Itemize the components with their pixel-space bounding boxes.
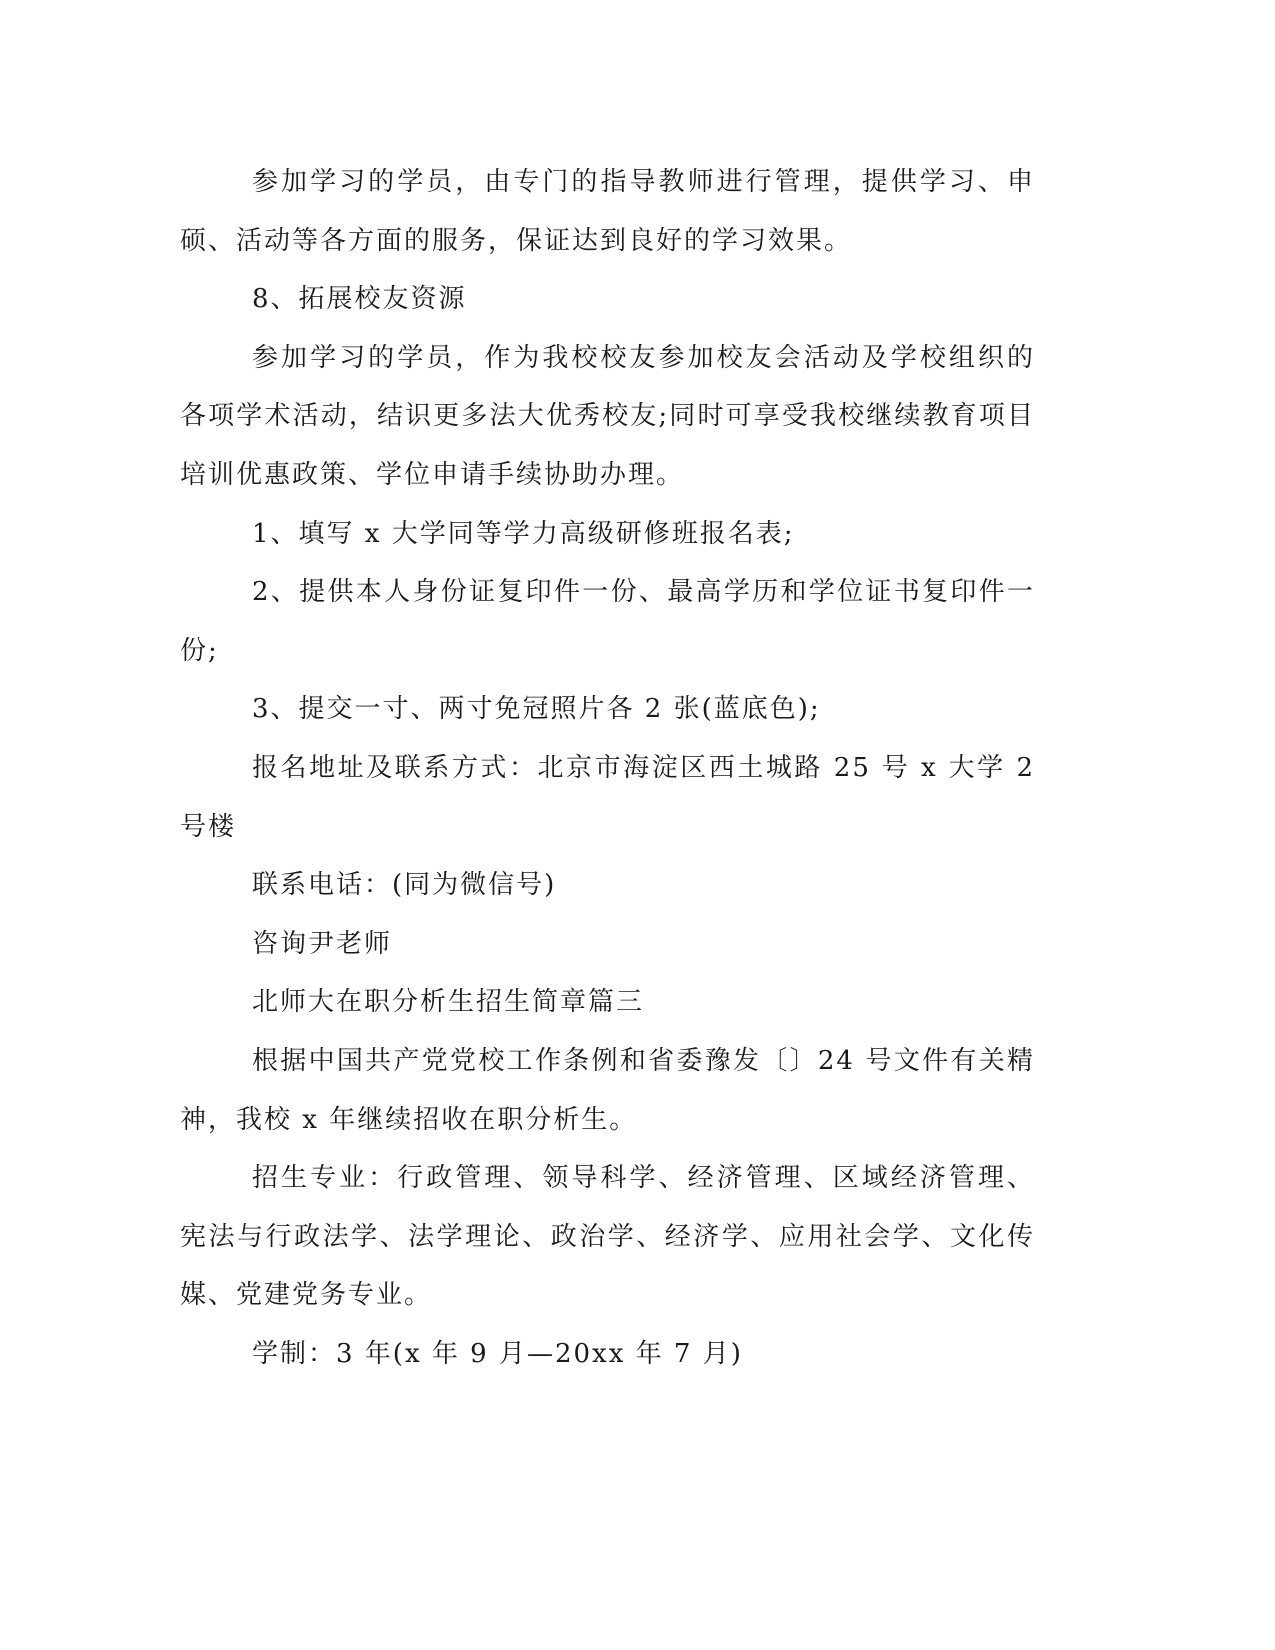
paragraph-duration: 学制：3 年(x 年 9 月—20xx 年 7 月): [252, 1338, 743, 1369]
list-item-photos: 3、提交一寸、两寸免冠照片各 2 张(蓝底色);: [252, 694, 821, 725]
paragraph-address: 报名地址及联系方式：北京市海淀区西土城路 25 号 x 大学 2 号楼: [180, 752, 1035, 842]
paragraph-contact-person: 咨询尹老师: [252, 928, 393, 959]
paragraph-basis: 根据中国共产党党校工作条例和省委豫发〔〕24 号文件有关精神，我校 x 年继续招收在职分析生。: [180, 1045, 1035, 1135]
heading-alumni-resources: 8、拓展校友资源: [252, 284, 467, 315]
paragraph-majors: 招生专业：行政管理、领导科学、经济管理、区域经济管理、宪法与行政法学、法学理论、政治学、经济学、应用社会学、文化传媒、党建党务专业。: [180, 1163, 1035, 1311]
paragraph-study-services: 参加学习的学员，由专门的指导教师进行管理，提供学习、申硕、活动等各方面的服务，保证达到良好的学习效果。: [180, 167, 1035, 256]
list-item-id-copies: 2、提供本人身份证复印件一份、最高学历和学位证书复印件一份;: [180, 577, 1035, 666]
paragraph-phone: 联系电话：(同为微信号): [252, 870, 557, 901]
list-item-registration-form: 1、填写 x 大学同等学力高级研修班报名表;: [252, 518, 795, 549]
paragraph-alumni-activities: 参加学习的学员，作为我校校友参加校友会活动及学校组织的各项学术活动，结识更多法大优秀校友;同时可享受我校继续教育项目培训优惠政策、学位申请手续协助办理。: [180, 342, 1035, 490]
document-body: [180, 153, 1035, 1383]
section-title: 北师大在职分析生招生简章篇三: [252, 987, 645, 1018]
